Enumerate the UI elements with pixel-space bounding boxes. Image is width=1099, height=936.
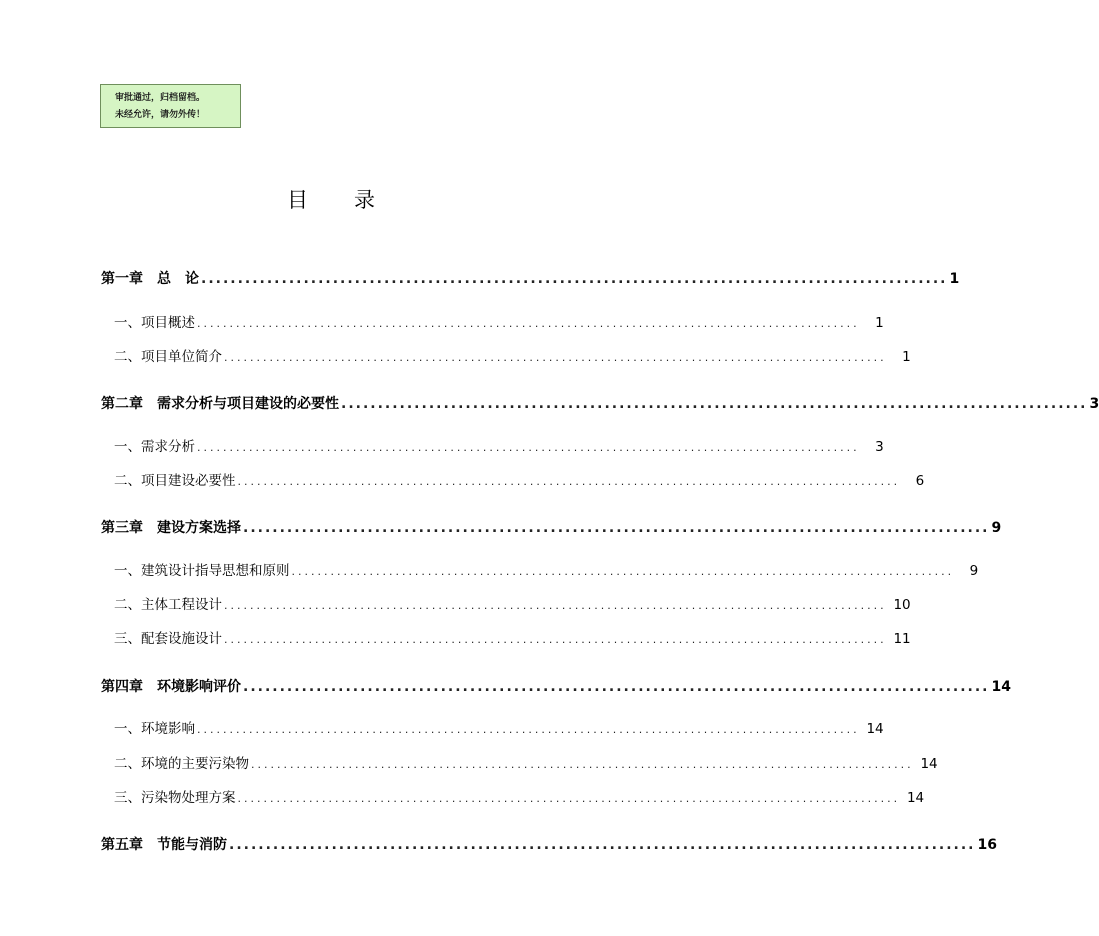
toc-leader: ...................................................................................................... [237,475,901,488]
toc-section[interactable] [114,311,884,331]
toc-label: 第五章 节能与消防 [101,837,227,853]
toc-label: 第三章 建设方案选择 [101,520,241,536]
toc-section[interactable] [114,786,925,806]
toc-section[interactable] [114,717,884,737]
toc-leader: ...................................................................................................... [291,565,955,578]
toc-label: 二、主体工程设计 [114,597,222,613]
toc-page-number: 3 [1089,396,1099,412]
toc-page-number: 9 [991,520,1002,536]
toc-page-number: 3 [875,439,884,455]
toc-section[interactable] [114,435,884,455]
toc-label: 二、项目建设必要性 [114,473,236,489]
toc-chapter[interactable] [101,834,997,854]
toc-section[interactable] [114,345,911,365]
toc-leader: ...................................................................................................... [229,837,976,853]
toc-section[interactable] [114,559,979,579]
toc-leader: ...................................................................................................... [251,758,914,771]
toc-page-number: 14 [920,756,938,772]
toc-leader: ...................................................................................................... [197,441,860,454]
toc-leader: ...................................................................................................... [201,271,948,287]
toc-page-number: 14 [906,790,925,806]
toc-label: 第一章 总 论 [101,271,199,287]
toc-label: 一、建筑设计指导思想和原则 [114,563,290,579]
page-title: 目录 [287,188,421,212]
toc-leader: ...................................................................................................... [341,396,1088,412]
toc-label: 二、环境的主要污染物 [114,756,249,772]
toc-label: 第四章 环境影响评价 [101,679,241,695]
toc-leader: ...................................................................................................... [243,679,990,695]
toc-page-number: 16 [977,837,997,853]
toc-label: 一、环境影响 [114,721,195,737]
toc-label: 三、配套设施设计 [114,631,222,647]
toc-leader: ...................................................................................................... [224,633,887,646]
toc-leader: ...................................................................................................... [237,792,901,805]
toc-leader: ...................................................................................................... [224,351,887,364]
toc-leader: ...................................................................................................... [224,599,887,612]
toc-page-number: 9 [969,563,979,579]
toc-section[interactable] [114,752,938,772]
toc-label: 一、项目概述 [114,315,195,331]
toc-leader: ...................................................................................................... [243,520,990,536]
toc-leader: ...................................................................................................... [197,317,860,330]
toc-page-number: 1 [875,315,884,331]
toc-chapter[interactable] [101,676,1011,696]
toc-label: 三、污染物处理方案 [114,790,236,806]
toc-page-number: 14 [866,721,884,737]
confidential-stamp [100,84,241,128]
toc-label: 二、项目单位简介 [114,349,222,365]
toc-chapter[interactable] [101,393,1099,413]
toc-page-number: 1 [949,271,960,287]
toc-section[interactable] [114,593,911,613]
toc-chapter[interactable] [101,268,960,288]
toc-section[interactable] [114,469,925,489]
toc-page-number: 10 [893,597,911,613]
toc-leader: ...................................................................................................... [197,723,860,736]
stamp-line-1: 审批通过，归档留档。 [115,93,206,103]
toc-page-number: 14 [991,679,1011,695]
toc-page-number: 11 [893,631,911,647]
toc-page-number: 6 [915,473,925,489]
toc-label: 第二章 需求分析与项目建设的必要性 [101,396,339,412]
toc-label: 一、需求分析 [114,439,195,455]
toc-section[interactable] [114,627,911,647]
toc-chapter[interactable] [101,517,1002,537]
stamp-line-2: 未经允许，请勿外传！ [115,110,206,120]
toc-page-number: 1 [902,349,911,365]
